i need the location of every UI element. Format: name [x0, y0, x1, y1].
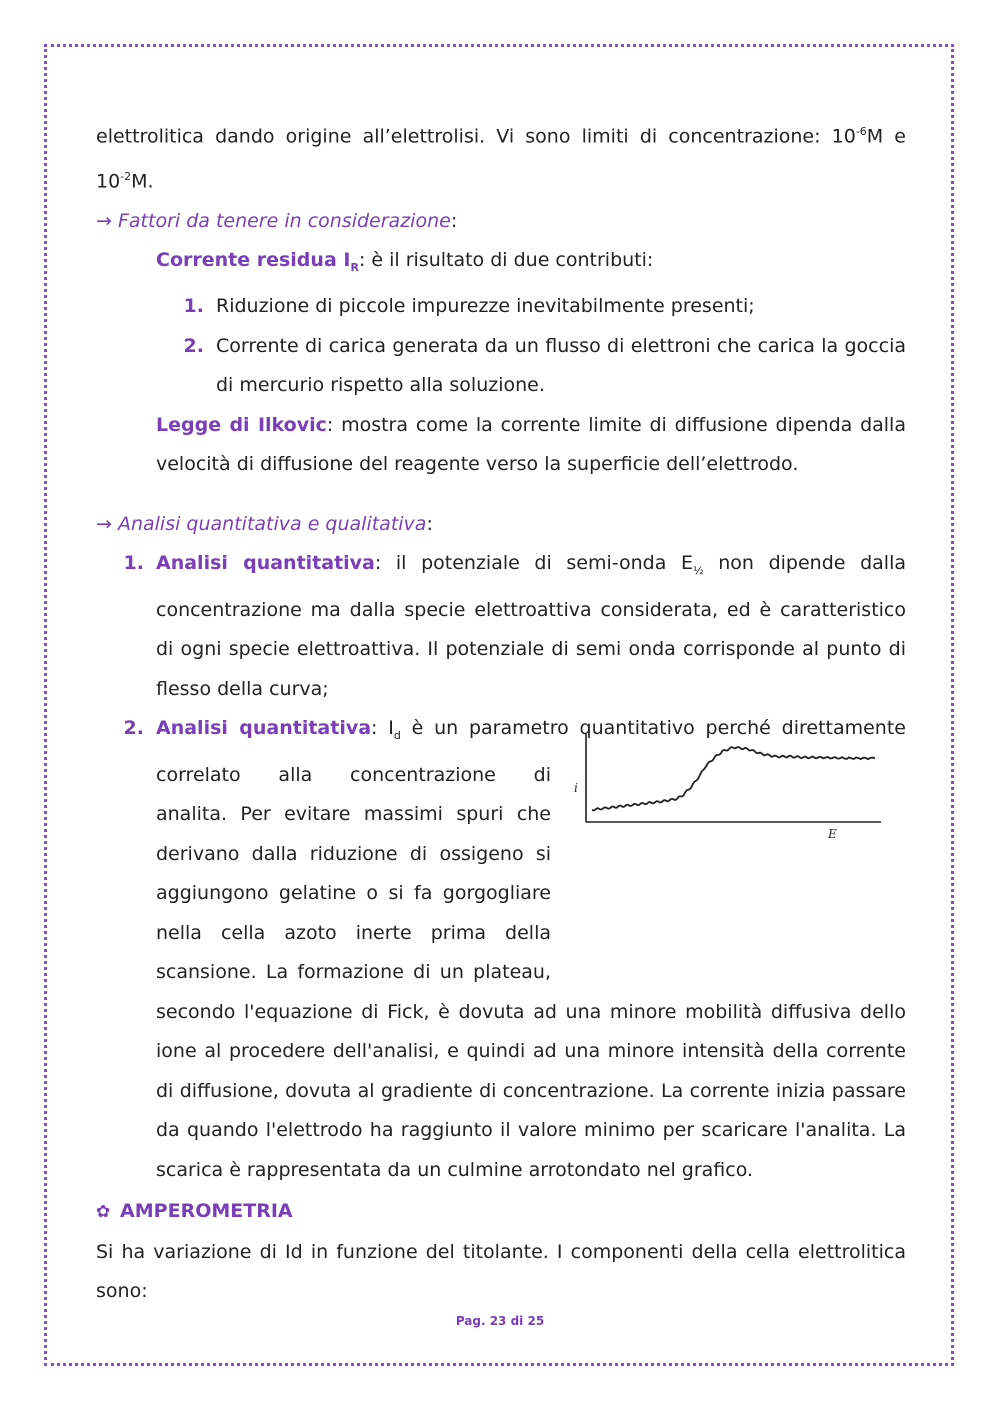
amperometria-text: Si ha variazione di Id in funzione del titolante. I componenti della cella elettrolitica sono:	[96, 1240, 906, 1303]
fattori-heading-text: Fattori da tenere in considerazione	[117, 209, 451, 232]
fattori-heading	[96, 202, 906, 242]
analisi-colon: :	[426, 512, 433, 535]
list-number: 2.	[183, 334, 204, 357]
analisi-item-1-text-b: non dipende dalla concentrazione ma dalla specie elettroattiva considerata, ed è caratteristico di ogni specie elettroattiva. Il potenziale di semi onda corrisponde al punto di flesso della curva;	[156, 552, 906, 700]
analisi-heading-text: Analisi quantitativa e qualitativa	[117, 512, 427, 535]
list-item	[156, 327, 906, 406]
paragraph-intro-line2	[96, 157, 906, 202]
analisi-item-2-text-b: è un parametro quantitativo perché direttamente	[400, 717, 906, 740]
list-item-text: Corrente di carica generata da un flusso di elettroni che carica la goccia di mercurio rispetto alla soluzione.	[216, 334, 906, 397]
page-footer: Pag. 23 di 25	[455, 1314, 545, 1328]
analisi-item-2-rest: secondo l'equazione di Fick, è dovuta ad una minore mobilità diffusiva dello ione al procedere dell'analisi, e quindi ad una minore intensità della corrente di diffusione, dovuta al gradiente di concentrazione. La corrente inizia passare da quando l'elettrodo ha raggiunto il valore minimo per scaricare l'analita. La scarica è rappresentata da un culmine arrotondato nel grafico.	[156, 1000, 906, 1181]
analisi-item-2-subscript: d	[393, 729, 401, 743]
polarogram-svg	[486, 614, 837, 854]
legge-ilkovic-label: Legge di Ilkovic	[156, 413, 327, 436]
fattori-colon: :	[450, 209, 458, 232]
legge-ilkovic-text: mostra come la corrente limite di diffusione dipenda dalla velocità di diffusione del reagente verso la superficie dell’elettrodo.	[156, 413, 906, 476]
x-axis-label: E	[828, 827, 837, 841]
wrap-line: correlato alla concentrazione di	[156, 763, 551, 786]
list-number: 2.	[123, 717, 144, 740]
intro-text-4: M.	[131, 170, 154, 193]
analisi-item-2-text-a: I	[377, 717, 394, 740]
analisi-item-2-colon: :	[371, 717, 378, 740]
intro-exponent-2: -2	[120, 169, 132, 183]
wrap-line: aggiungono gelatine o si fa gorgogliare	[156, 882, 551, 905]
analisi-item-1-label: Analisi quantitativa	[156, 552, 375, 575]
polarogram-chart	[486, 614, 837, 854]
analisi-item-1-colon: :	[374, 552, 382, 575]
wrap-line: scansione. La formazione di un plateau,	[156, 961, 551, 984]
corrente-residua	[156, 241, 906, 287]
y-axis-label: i	[574, 781, 578, 795]
analisi-item-1-text-a: il potenziale di semi-onda E	[381, 552, 693, 575]
amperometria-heading	[96, 1192, 906, 1233]
corrente-residua-subscript: R	[350, 260, 359, 274]
paragraph-intro	[96, 112, 906, 157]
intro-exponent-1: -6	[855, 125, 867, 138]
legge-ilkovic	[156, 406, 906, 485]
list-number: 1.	[123, 552, 144, 575]
legge-ilkovic-colon: :	[326, 413, 334, 436]
analisi-item-2-label: Analisi quantitativa	[156, 717, 372, 740]
list-item	[156, 287, 906, 327]
intro-text-1: elettrolitica dando origine all’elettrolisi. Vi sono limiti di concentrazione: 10	[96, 125, 856, 148]
corrente-residua-text: è il risultato di due contributi:	[365, 249, 654, 272]
amperometria-heading-text: AMPEROMETRIA	[120, 1200, 293, 1223]
corrente-residua-colon: :	[358, 249, 366, 272]
intro-text-3: 10	[96, 170, 121, 193]
wrap-line: derivano dalla riduzione di ossigeno si	[156, 842, 551, 865]
arrow-icon: →	[96, 209, 112, 232]
wrap-line: analita. Per evitare massimi spuri che	[156, 803, 551, 826]
wrap-line: nella cella azoto inerte prima della	[156, 921, 551, 944]
list-number: 1.	[183, 295, 204, 318]
gear-icon: ✿	[96, 1202, 111, 1223]
intro-text-2: M e	[866, 125, 906, 148]
list-item-text: Riduzione di piccole impurezze inevitabilmente presenti;	[216, 295, 755, 318]
analisi-item-1-subscript: ½	[692, 564, 704, 578]
corrente-residua-label: Corrente residua I	[156, 249, 351, 272]
analisi-heading	[96, 505, 906, 545]
arrow-icon: →	[96, 512, 112, 535]
